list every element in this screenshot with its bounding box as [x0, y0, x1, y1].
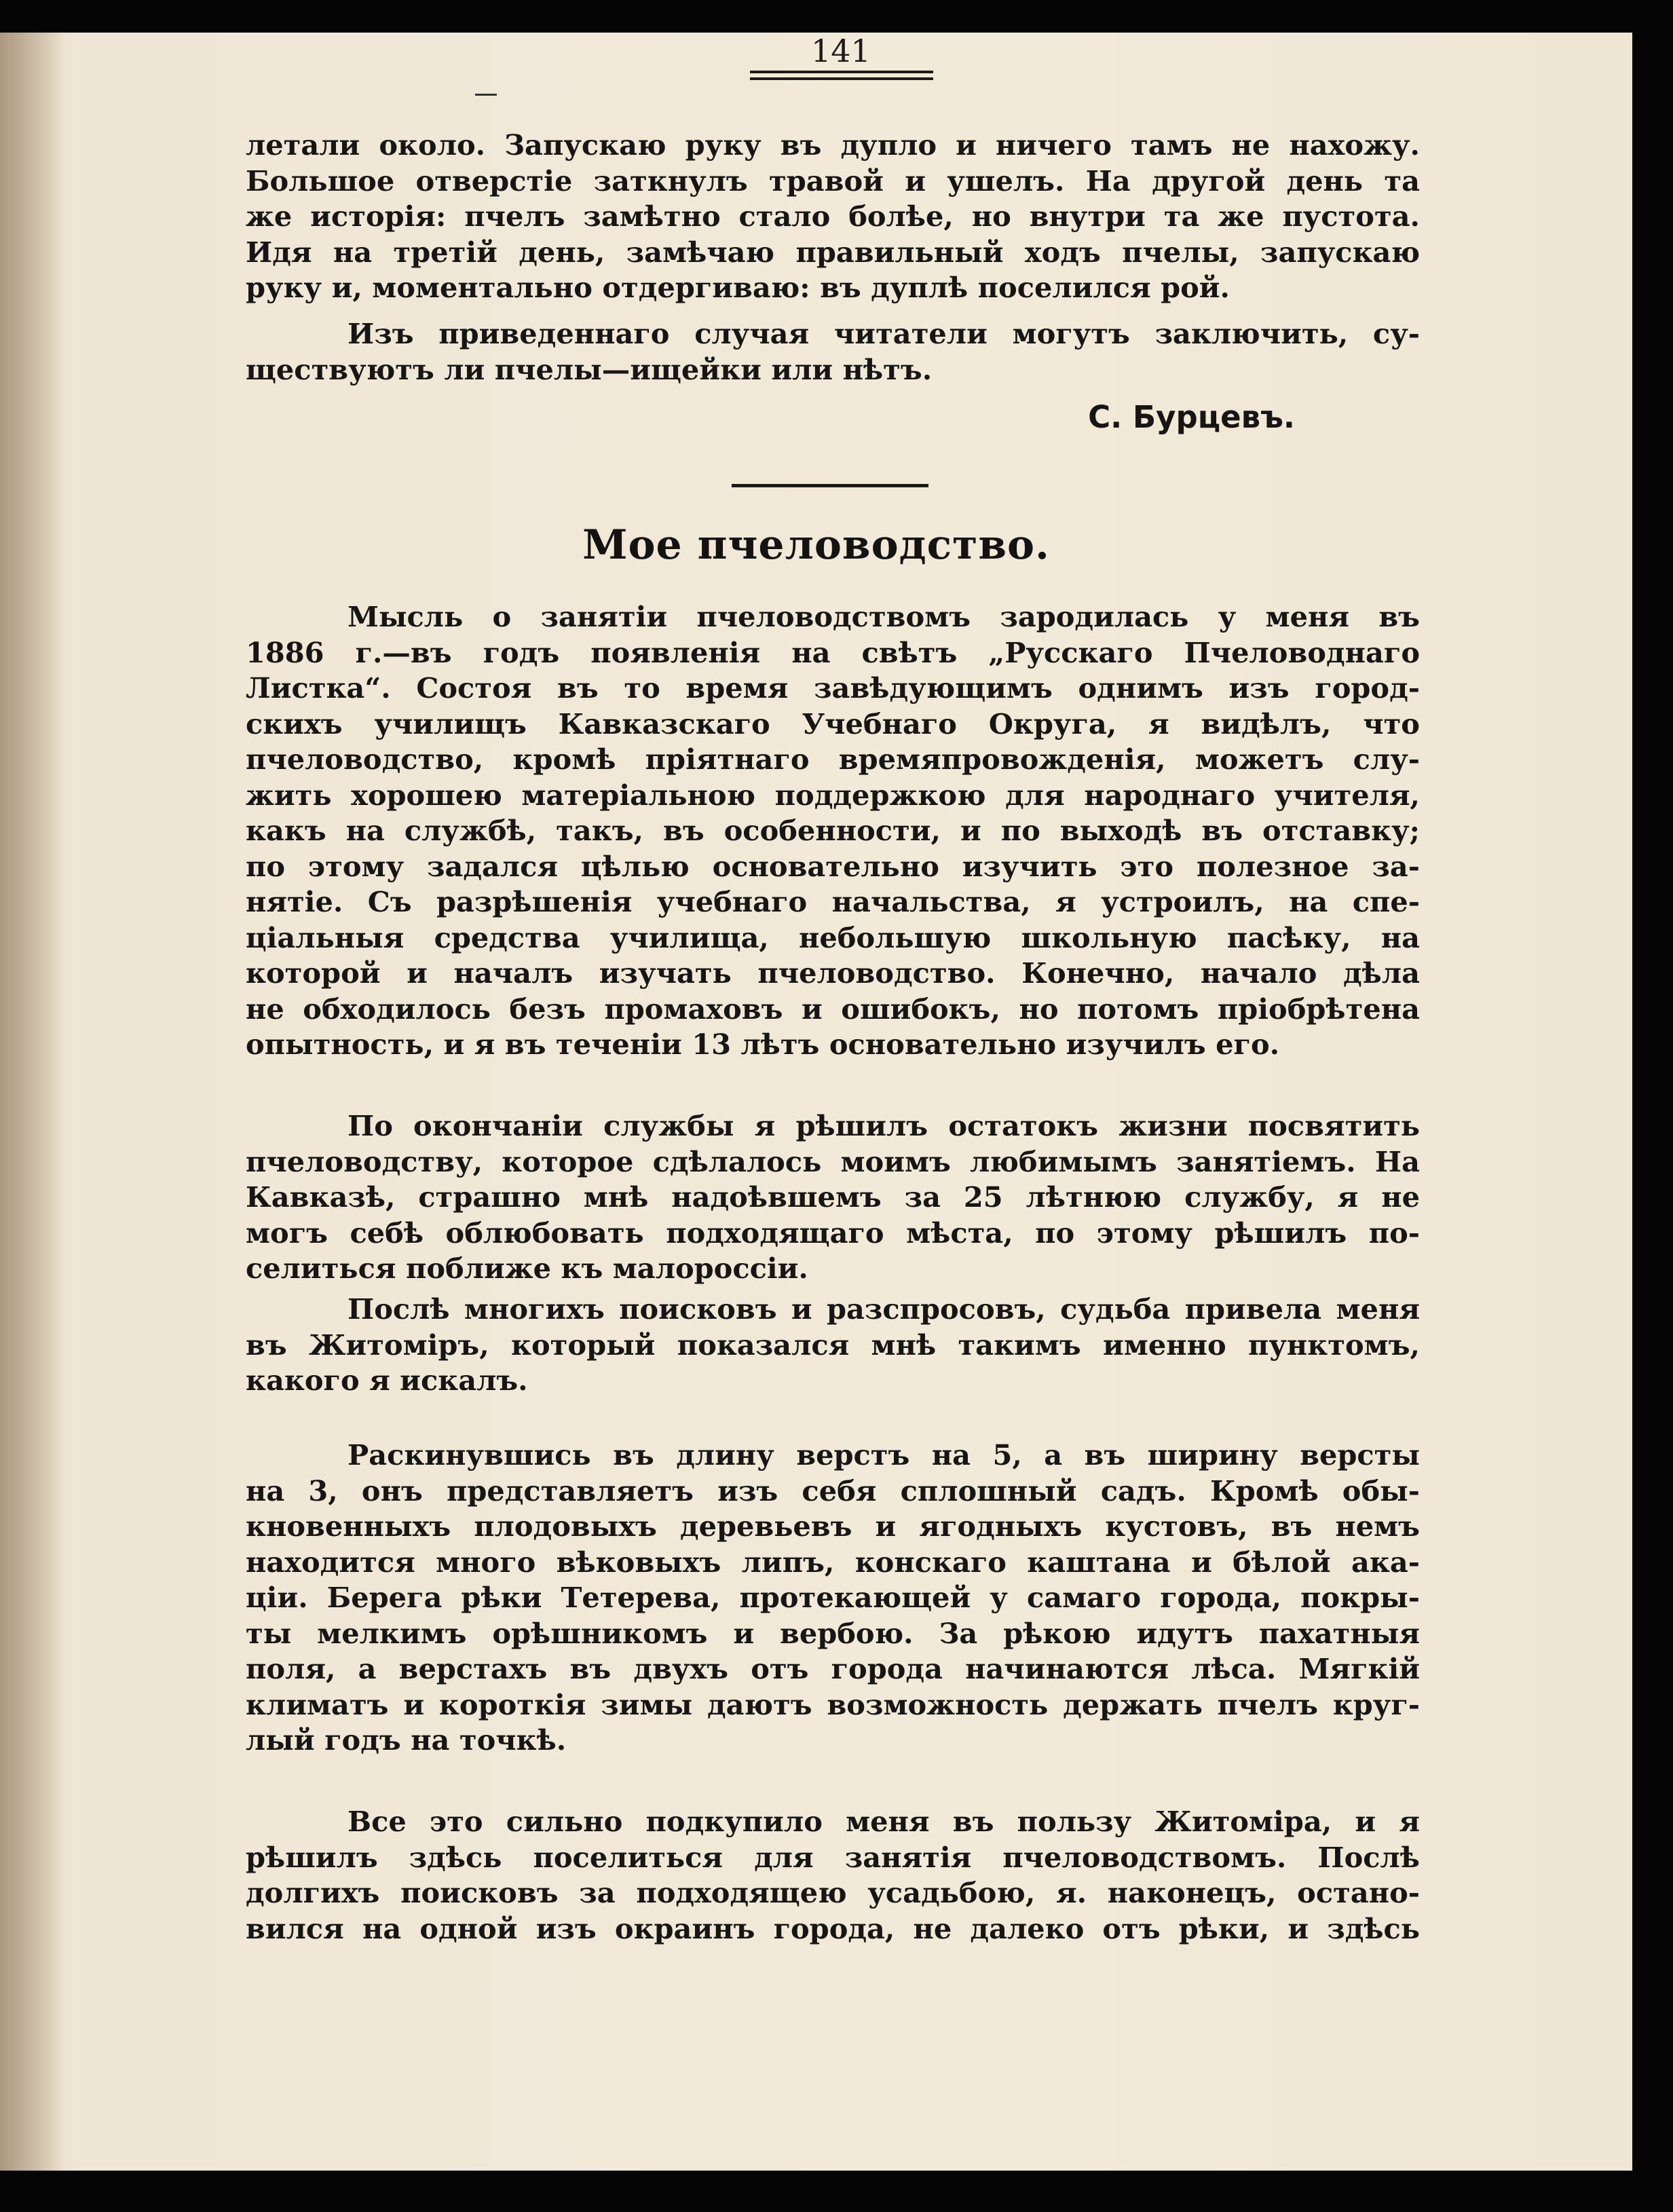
text-line: Идя на третій день, замѣчаю правильный ходъ пчелы, запускаю	[246, 235, 1420, 269]
page-gutter-shadow	[0, 33, 64, 2171]
text-line: ціи. Берега рѣки Тетерева, протекающей у самаго города, покры-	[246, 1581, 1420, 1614]
text-line: поля, а верстахъ въ двухъ отъ города начинаются лѣса. Мягкій	[246, 1652, 1420, 1685]
text-line: Мысль о занятіи пчеловодствомъ зародилась у меня въ	[347, 600, 1420, 633]
text-line: нятіе. Съ разрѣшенія учебнаго начальства, я устроилъ, на спе-	[246, 885, 1420, 918]
article-title: Мое пчеловодство.	[582, 521, 1050, 569]
text-line: ществуютъ ли пчелы—ищейки или нѣтъ.	[246, 352, 933, 386]
text-line: ціальныя средства училища, небольшую школьную пасѣку, на	[246, 920, 1420, 954]
text-line: селиться поближе къ малороссіи.	[246, 1252, 808, 1285]
text-line: Послѣ многихъ поисковъ и разспросовъ, судьба привела меня	[347, 1292, 1420, 1326]
text-line: не обходилось безъ промаховъ и ошибокъ, но потомъ пріобрѣтена	[246, 992, 1420, 1026]
text-line: могъ себѣ облюбовать подходящаго мѣста, по этому рѣшилъ по-	[246, 1216, 1420, 1250]
text-line: рѣшилъ здѣсь поселиться для занятія пчеловодствомъ. Послѣ	[246, 1840, 1420, 1874]
paragraph	[246, 1292, 1420, 1399]
paragraph	[246, 599, 1420, 1063]
text-line: Все это сильно подкупило меня въ пользу Житоміра, и я	[347, 1805, 1420, 1838]
text-line: на 3, онъ представляетъ изъ себя сплошный садъ. Кромѣ обы-	[246, 1474, 1420, 1507]
header-rule	[750, 77, 933, 80]
text-line: которой и началъ изучать пчеловодство. Конечно, начало дѣла	[246, 956, 1420, 990]
text-line: пчеловодство, кромѣ пріятнаго времяпровожденія, можетъ слу-	[246, 743, 1420, 776]
author-signature: С. Бурцевъ.	[1088, 399, 1295, 435]
text-line: летали около. Запускаю руку въ дупло и ничего тамъ не нахожу.	[246, 128, 1420, 162]
text-line: находится много вѣковыхъ липъ, конскаго каштана и бѣлой ака-	[246, 1545, 1420, 1579]
paragraph	[246, 1108, 1420, 1287]
article1-ending	[246, 128, 1420, 306]
text-line: По окончаніи службы я рѣшилъ остатокъ жизни посвятить	[347, 1109, 1420, 1142]
text-line: же исторія: пчелъ замѣтно стало болѣе, но внутри та же пустота.	[246, 200, 1420, 233]
page-number: 141	[811, 33, 871, 69]
margin-mark	[475, 94, 497, 96]
text-line: жить хорошею матеріальною поддержкою для народнаго учителя,	[246, 778, 1420, 812]
text-line: климатъ и короткія зимы даютъ возможность держать пчелъ круг-	[246, 1687, 1420, 1721]
text-line: какъ на службѣ, такъ, въ особенности, и по выходѣ въ отставку;	[246, 814, 1420, 847]
text-line: пчеловодству, которое сдѣлалось моимъ любимымъ занятіемъ. На	[246, 1144, 1420, 1178]
text-line: Изъ приведеннаго случая читатели могутъ заключить, су-	[347, 317, 1420, 350]
article1-conclusion	[246, 316, 1420, 388]
text-line: кновенныхъ плодовыхъ деревьевъ и ягодныхъ кустовъ, въ немъ	[246, 1510, 1420, 1543]
text-line: Кавказѣ, страшно мнѣ надоѣвшемъ за 25 лѣтнюю службу, я не	[246, 1180, 1420, 1214]
text-line: Листка“. Состоя въ то время завѣдующимъ однимъ изъ город-	[246, 671, 1420, 705]
text-line: какого я искалъ.	[246, 1364, 528, 1397]
paragraph	[246, 1438, 1420, 1759]
text-line: лый годъ на точкѣ.	[246, 1723, 567, 1757]
text-line: Большое отверстіе заткнулъ травой и ушелъ. На другой день та	[246, 164, 1420, 198]
text-line: скихъ училищъ Кавказскаго Учебнаго Округа, я видѣлъ, что	[246, 707, 1420, 741]
text-line: 1886 г.—въ годъ появленія на свѣтъ „Русскаго Пчеловоднаго	[246, 635, 1420, 669]
header-rule	[750, 71, 933, 73]
text-line: ты мелкимъ орѣшникомъ и вербою. За рѣкою идутъ пахатныя	[246, 1616, 1420, 1650]
text-line: Раскинувшись въ длину верстъ на 5, а въ ширину версты	[347, 1438, 1420, 1471]
text-line: опытность, и я въ теченіи 13 лѣтъ основательно изучилъ его.	[246, 1028, 1280, 1061]
text-line: по этому задался цѣлью основательно изучить это полезное за-	[246, 849, 1420, 883]
text-line: долгихъ поисковъ за подходящею усадьбою, я. наконецъ, остано-	[246, 1876, 1420, 1909]
section-divider	[732, 484, 928, 487]
paragraph	[246, 1804, 1420, 1947]
text-line: вился на одной изъ окраинъ города, не далеко отъ рѣки, и здѣсь	[246, 1911, 1420, 1945]
text-line: руку и, моментально отдергиваю: въ дуплѣ поселился рой.	[246, 271, 1230, 304]
book-page	[0, 33, 1632, 2171]
text-line: въ Житоміръ, который показался мнѣ такимъ именно пунктомъ,	[246, 1328, 1420, 1362]
